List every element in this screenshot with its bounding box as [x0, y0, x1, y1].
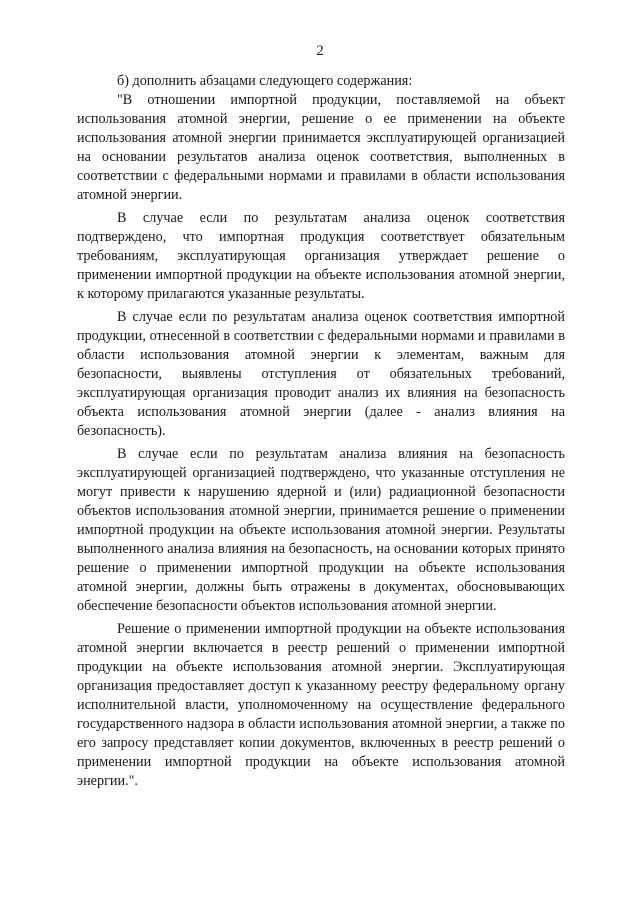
paragraph-2: В случае если по результатам анализа оценок соответствия подтверждено, что импортная продукция соответствует обязательным требованиям, эксплуатирующая организация утверждает решение о применении импортной продукции на объекте использования атомной энергии, к которому прилагаются указанные результаты. [77, 210, 565, 302]
paragraph-5: Решение о применении импортной продукции на объекте использования атомной энергии включается в реестр решений о применении импортной продукции на объекте использования атомной энергии. Эксплуатирующая организация предоставляет доступ к указанному реестру федеральному органу исполнительной власти, уполномоченному на осуществление федерального государственного надзора в области использования атомной энергии, а также по его запросу представляет копии документов, включенных в реестр решений о применении импортной продукции на объекте использования атомной энергии.". [77, 621, 565, 789]
paragraph-3: В случае если по результатам анализа оценок соответствия импортной продукции, отнесенной в соответствии с федеральными нормами и правилами в области использования атомной энергии к элементам, важным для безопасности, выявлены отступления от обязательных требований, эксплуатирующая организация проводит анализ их влияния на безопасность объекта использования атомной энергии (далее - анализ влияния на безопасность). [77, 309, 565, 439]
paragraph-1: "В отношении импортной продукции, поставляемой на объект использования атомной энергии, решение о ее применении на объекте использования атомной энергии принимается эксплуатирующей организацией на основании результатов анализа оценок соответствия, выполненных в соответствии с федеральными нормами и правилами в области использования атомной энергии. [77, 92, 565, 203]
paragraph-4: В случае если по результатам анализа влияния на безопасность эксплуатирующей организацией подтверждено, что указанные отступления не могут привести к нарушению ядерной и (или) радиационной безопасности объектов использования атомной энергии, принимается решение о применении импортной продукции на объекте использования атомной энергии. Результаты выполненного анализа влияния на безопасность, на основании которых принято решение о применении импортной продукции на объекте использования атомной энергии, должны быть отражены в документах, обосновывающих обеспечение безопасности объектов использования атомной энергии. [77, 446, 565, 614]
page-number: 2 [316, 43, 324, 59]
document-body [77, 72, 565, 791]
paragraph-intro: б) дополнить абзацами следующего содержания: [117, 73, 413, 89]
